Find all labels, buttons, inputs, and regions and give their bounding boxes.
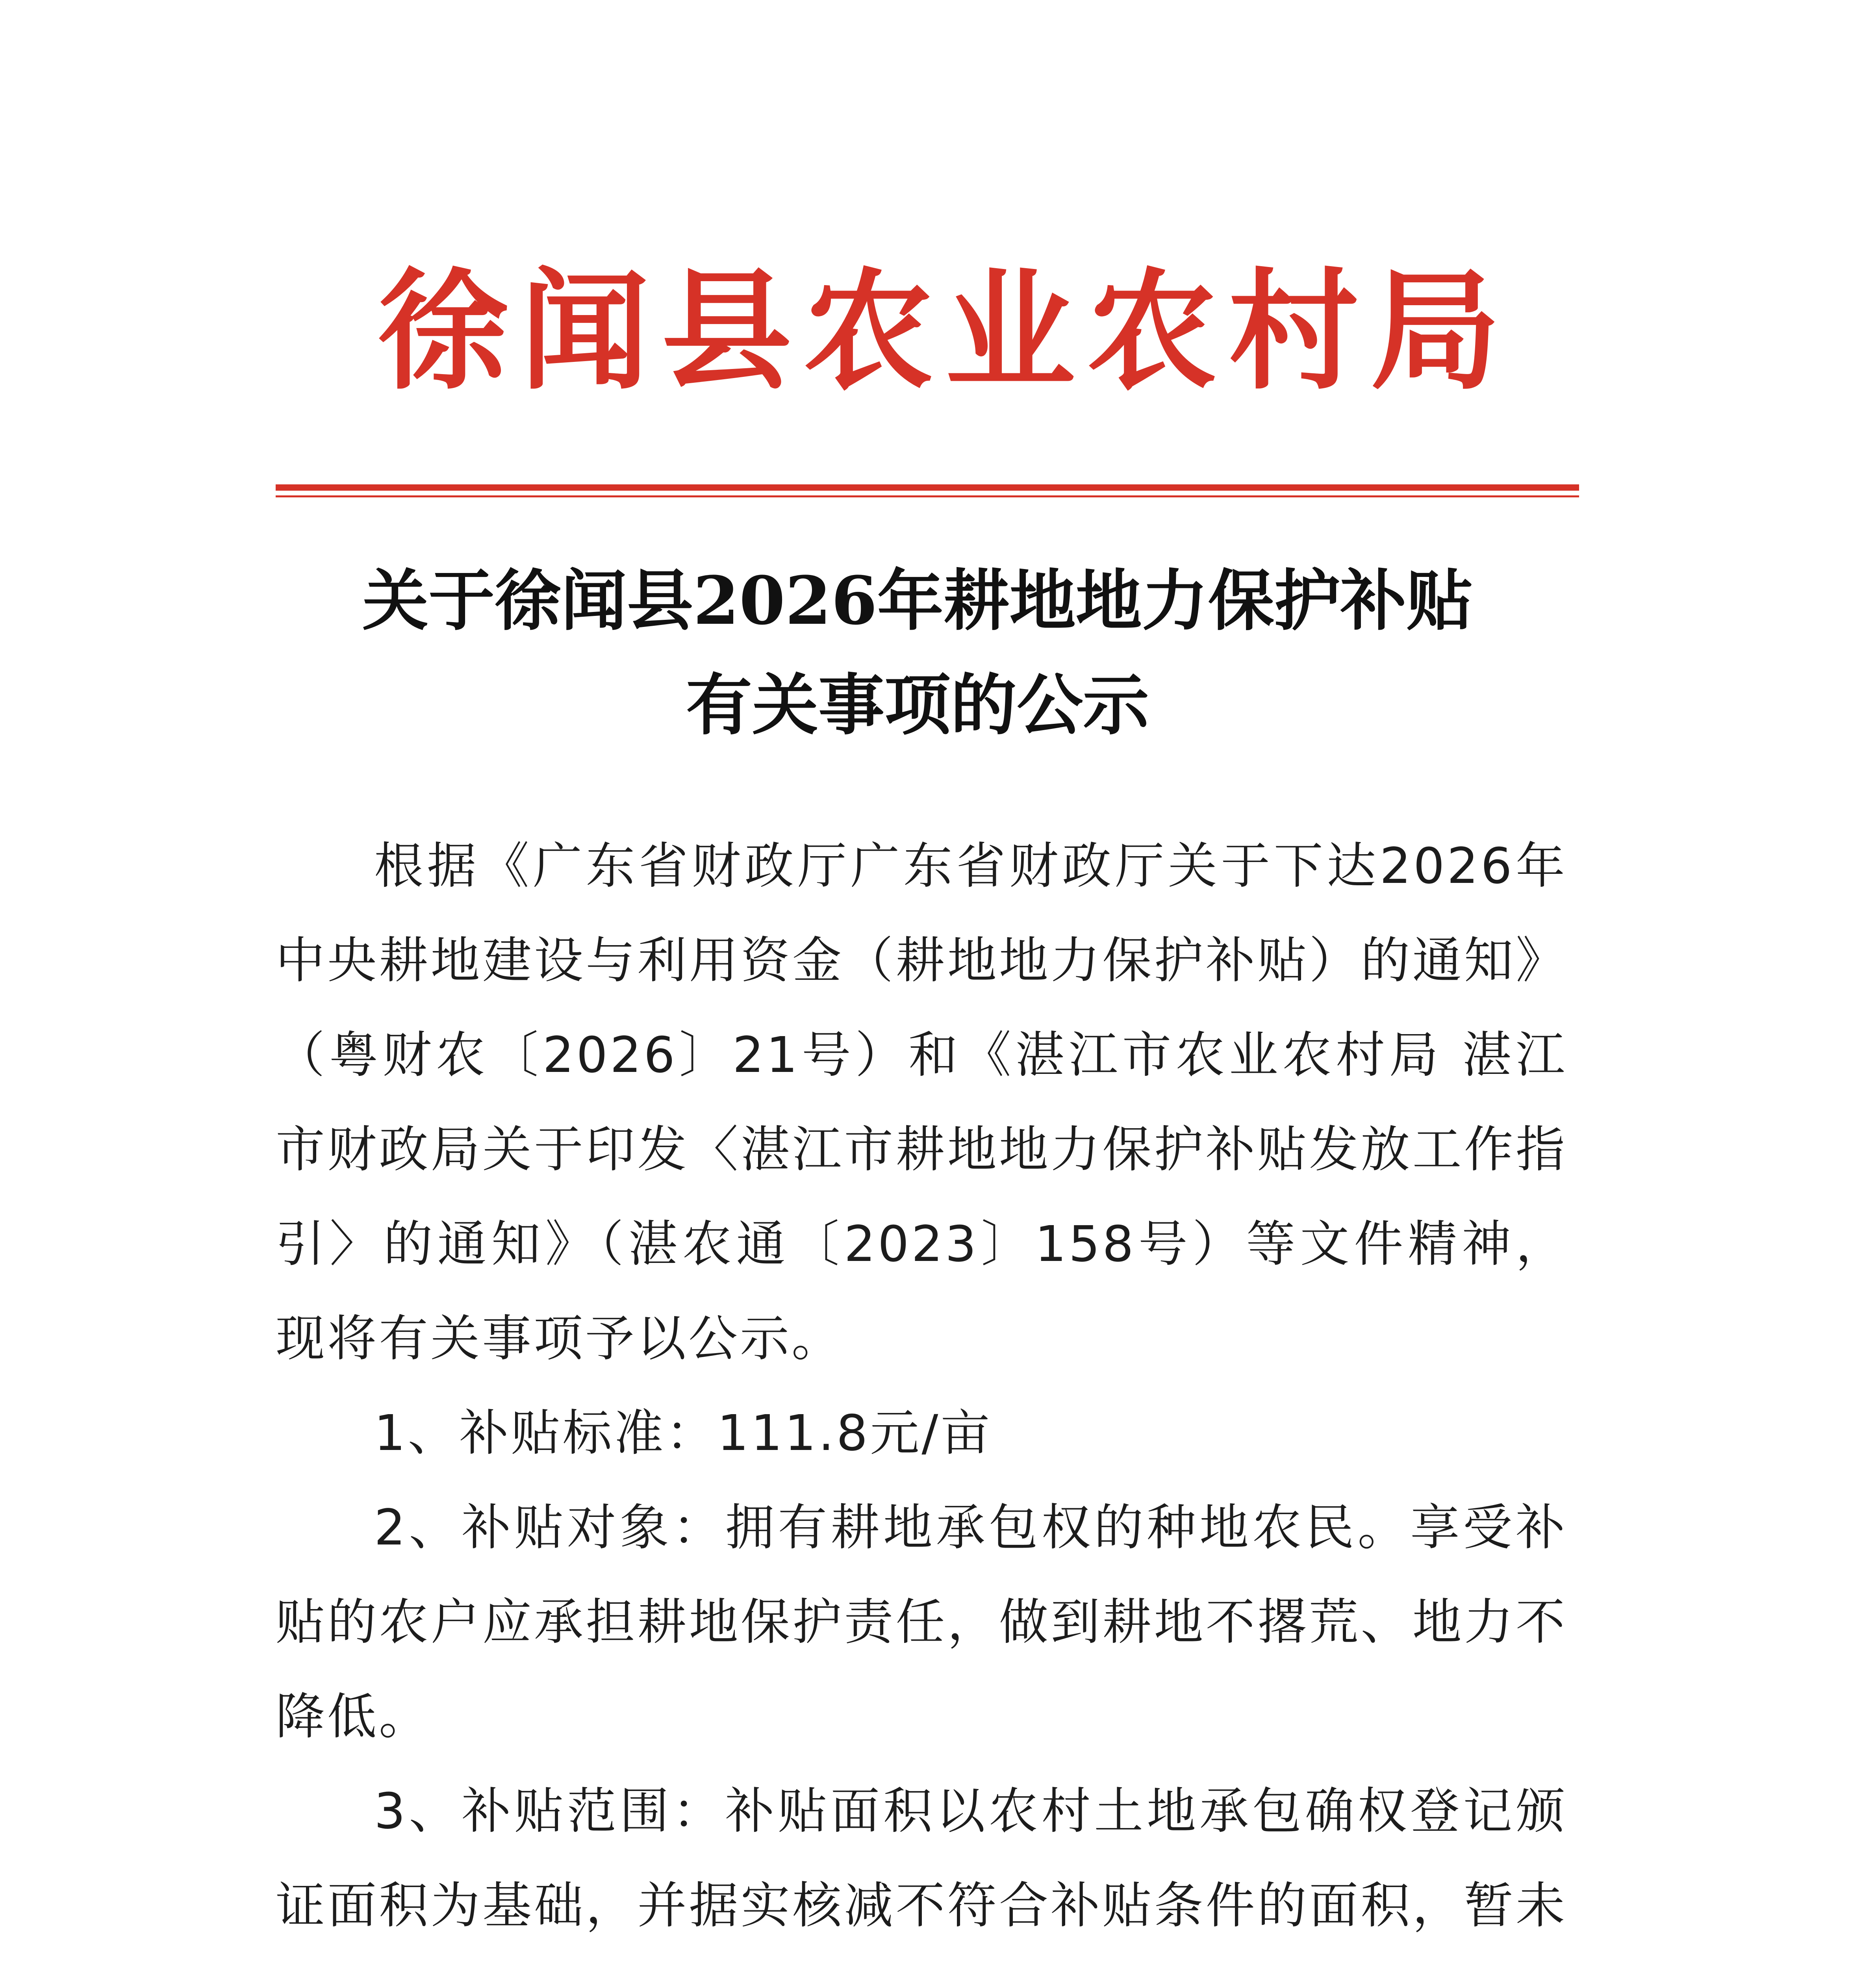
item-subsidy-target: 2、补贴对象：拥有耕地承包权的种地农民。享受补贴的农户应承担耕地保护责任，做到耕地不撂荒、地力不降低。: [276, 1499, 1567, 1745]
item-subsidy-standard: 1、补贴标准：111.8元/亩: [374, 1405, 992, 1462]
intro-paragraph: 根据《广东省财政厅广东省财政厅关于下达2026年中央耕地建设与利用资金（耕地地力保护补贴）的通知》（粤财农〔2026〕21号）和《湛江市农业农村局 湛江市财政局关于印发〈湛江市耕地地力保护补贴发放工作指引〉的通知》（湛农通〔2023〕158号）等文件精神，现将有关事项予以公示。: [276, 838, 1567, 1367]
notice-title-line-2: 有关事项的公示: [686, 666, 1149, 744]
agency-masthead: 徐闻县农业农村局: [378, 254, 1512, 407]
notice-body: [276, 819, 1567, 1969]
notice-title-line-1: 关于徐闻县2026年耕地地力保护补贴: [362, 562, 1473, 640]
header-red-rule-thin: [276, 495, 1579, 497]
header-red-rule-thick: [276, 484, 1579, 491]
item-subsidy-scope: 3、补贴范围：补贴面积以农村土地承包确权登记颁证面积为基础，并据实核减不符合补贴条件的面积，暂未: [276, 1783, 1567, 1934]
